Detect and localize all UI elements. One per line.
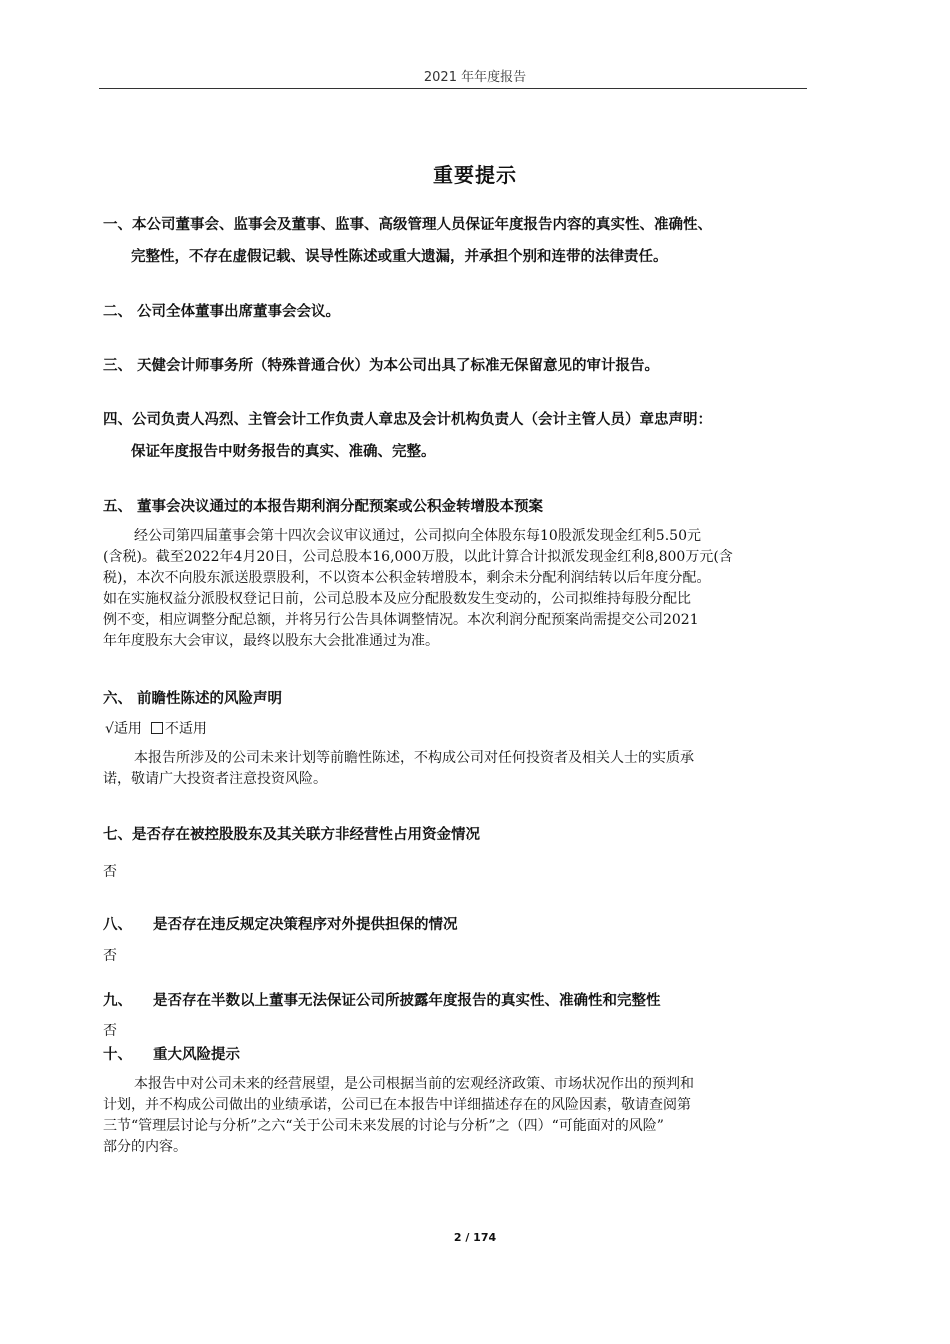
section-one-heading-line2: 完整性，不存在虚假记载、误导性陈述或重大遗漏，并承担个别和连带的法律责任。	[131, 249, 668, 265]
section-nine-title: 是否存在半数以上董事无法保证公司所披露年度报告的真实性、准确性和完整性	[153, 993, 661, 1009]
section-five-body	[103, 526, 808, 652]
section-three-heading: 三、 天健会计师事务所（特殊普通合伙）为本公司出具了标准无保留意见的审计报告。	[103, 358, 660, 374]
section-one-heading-line1: 一、本公司董事会、监事会及董事、监事、高级管理人员保证年度报告内容的真实性、准确性、	[103, 217, 712, 233]
section-five-heading: 五、 董事会决议通过的本报告期利润分配预案或公积金转增股本预案	[103, 499, 544, 515]
paragraph-line: 部分的内容。	[103, 1139, 187, 1155]
section-nine-heading	[103, 989, 661, 1010]
section-eight-heading	[103, 913, 458, 934]
paragraph-line: 例不变，相应调整分配总额，并将另行公告具体调整情况。本次利润分配预案尚需提交公司2021	[103, 612, 699, 628]
paragraph-line: 如在实施权益分派股权登记日前，公司总股本及应分配股数发生变动的，公司拟维持每股分配比	[103, 591, 691, 607]
section-number: 十、	[103, 1047, 132, 1063]
header-divider	[99, 88, 807, 89]
paragraph-line: 本报告中对公司未来的经营展望，是公司根据当前的宏观经济政策、市场状况作出的预判和	[134, 1076, 694, 1092]
paragraph-line: 三节“管理层讨论与分析”之六“关于公司未来发展的讨论与分析”之（四）“可能面对的风险”	[103, 1118, 664, 1134]
not-applicable-label: 不适用	[164, 721, 207, 737]
section-eight-title: 是否存在违反规定决策程序对外提供担保的情况	[153, 917, 458, 933]
page-title: 重要提示	[433, 163, 517, 187]
paragraph-line: 诺，敬请广大投资者注意投资风险。	[103, 771, 327, 787]
section-ten-heading	[103, 1043, 240, 1064]
check-mark-icon: √	[105, 721, 114, 737]
section-number: 八、	[103, 917, 132, 933]
section-seven-heading: 七、是否存在被控股股东及其关联方非经营性占用资金情况	[103, 827, 480, 843]
empty-checkbox-icon	[151, 722, 163, 734]
applicability-options	[105, 718, 207, 738]
section-nine-answer: 否	[103, 1023, 117, 1039]
section-four-heading-line2: 保证年度报告中财务报告的真实、准确、完整。	[131, 444, 436, 460]
paragraph-line: 年年度股东大会审议，最终以股东大会批准通过为准。	[103, 633, 439, 649]
applicable-label: 适用	[113, 721, 142, 737]
section-two-heading: 二、 公司全体董事出席董事会会议。	[103, 304, 341, 320]
paragraph-line: 计划，并不构成公司做出的业绩承诺，公司已在本报告中详细描述存在的风险因素，敬请查阅第	[103, 1097, 691, 1113]
section-six-heading: 六、 前瞻性陈述的风险声明	[103, 691, 283, 707]
paragraph-line: 本报告所涉及的公司未来计划等前瞻性陈述，不构成公司对任何投资者及相关人士的实质承	[134, 750, 694, 766]
paragraph-line: 税)，本次不向股东派送股票股利，不以资本公积金转增股本，剩余未分配利润结转以后年度分配。	[103, 570, 711, 586]
paragraph-line: 经公司第四届董事会第十四次会议审议通过，公司拟向全体股东每10股派发现金红利5.50元	[134, 528, 701, 544]
section-six-body	[103, 748, 808, 790]
section-seven-answer: 否	[103, 864, 117, 880]
section-eight-answer: 否	[103, 948, 117, 964]
section-number: 九、	[103, 993, 132, 1009]
paragraph-line: (含税)。截至2022年4月20日，公司总股本16,000万股，以此计算合计拟派发现金红利8,800万元(含	[103, 549, 733, 565]
section-four-heading-line1: 四、公司负责人冯烈、主管会计工作负责人章忠及会计机构负责人（会计主管人员）章忠声明：	[103, 412, 712, 428]
running-header: 2021 年年度报告	[423, 70, 527, 85]
page-number: 2 / 174	[453, 1231, 497, 1244]
section-ten-body	[103, 1074, 808, 1158]
section-ten-title: 重大风险提示	[153, 1047, 240, 1063]
